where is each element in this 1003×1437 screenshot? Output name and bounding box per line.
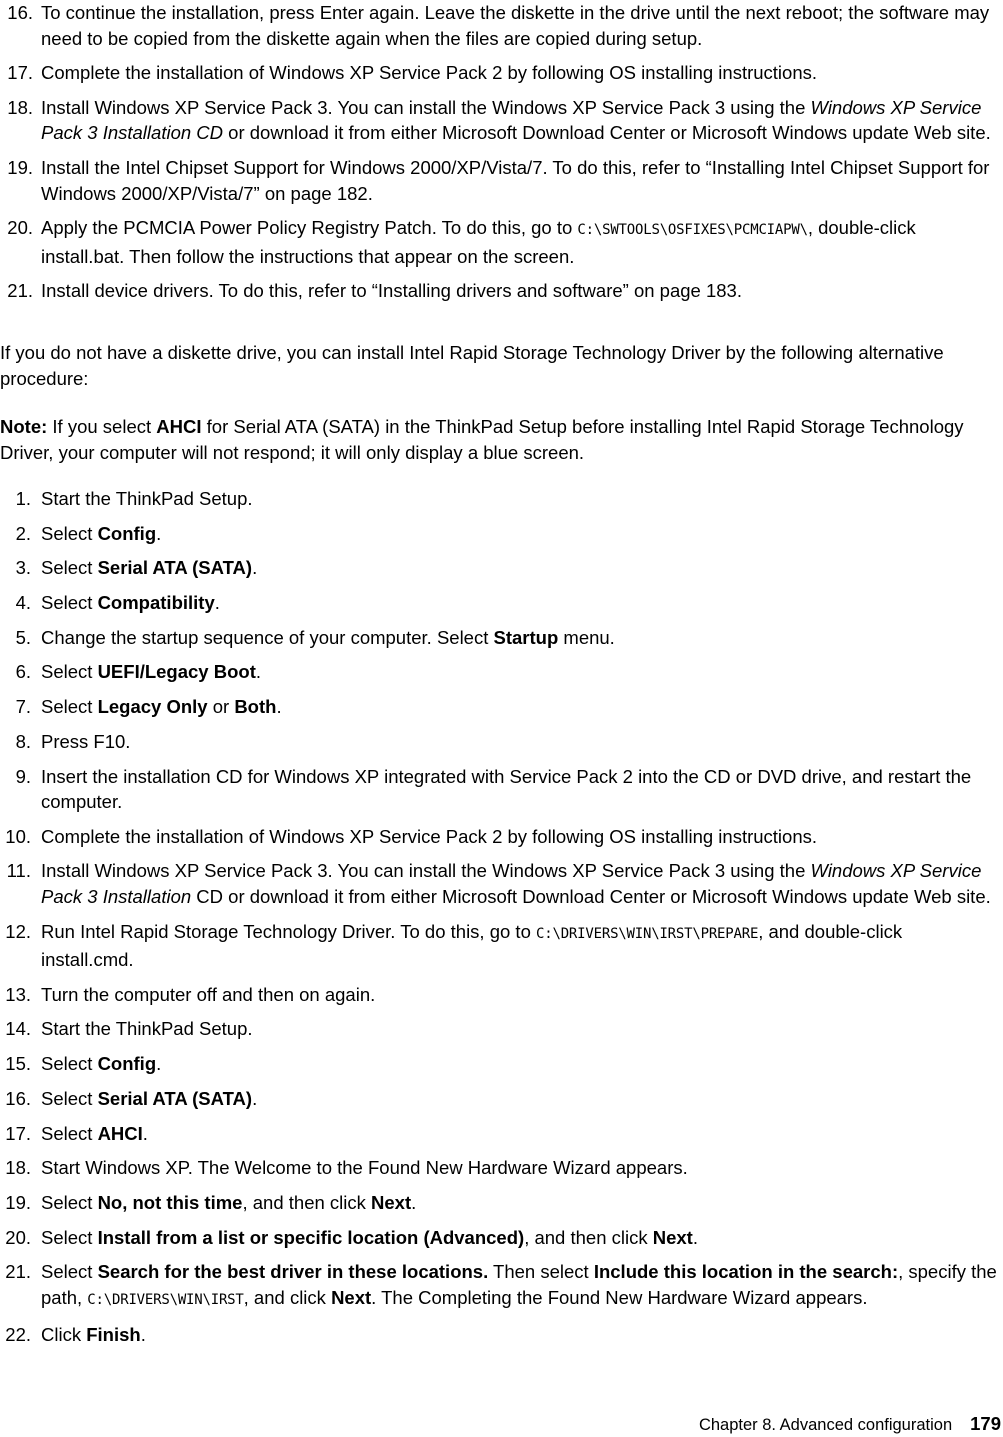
page-footer — [699, 1413, 1001, 1435]
step-number: 11. — [6, 860, 31, 882]
list-item — [0, 729, 999, 755]
text-run: . — [252, 557, 258, 579]
text-run: Select — [41, 1261, 98, 1283]
list-item — [0, 155, 999, 206]
list-item — [0, 1121, 999, 1147]
path-text: C:\SWTOOLS\OSFIXES\PCMCIAPW\ — [577, 222, 808, 239]
emphasis-text: Finish — [86, 1324, 141, 1346]
step-text — [41, 982, 999, 1008]
list-item — [0, 982, 999, 1008]
text-run: . — [156, 522, 162, 544]
list-item — [0, 590, 999, 616]
emphasis-text: Config — [97, 522, 157, 544]
text-run: Install Windows XP Service Pack 3. You can install the Windows XP Service Pack 3 using the — [41, 860, 811, 882]
step-number: 6. — [15, 661, 31, 683]
text-run: Select — [41, 592, 98, 614]
step-text — [41, 521, 999, 547]
text-run: . — [252, 1087, 258, 1109]
step-text — [41, 0, 999, 51]
text-run: Change the startup sequence of your computer. Select — [41, 626, 494, 648]
step-text — [41, 60, 999, 86]
step-text — [41, 215, 999, 269]
emphasis-text: Note: — [0, 416, 48, 437]
list-item — [0, 278, 999, 304]
step-number: 20. — [5, 1226, 31, 1248]
step-text — [41, 590, 999, 616]
text-run: Install the Intel Chipset Support for Windows 2000/XP/Vista/7. To do this, refer to “Installing Intel Chipset Support for Windows 2000/XP/Vista/7” on page 182. — [41, 157, 990, 204]
text-run: . The Completing the Found New Hardware Wizard appears. — [371, 1286, 868, 1308]
text-run: . — [140, 1324, 146, 1346]
text-run: Press F10. — [41, 730, 131, 752]
text-run: Click — [41, 1324, 87, 1346]
step-number: 4. — [15, 592, 31, 614]
step-text — [41, 1322, 999, 1348]
text-run: Run Intel Rapid Storage Technology Driver. To do this, go to — [41, 920, 537, 942]
title-text: Windows XP Service Pack 3 Installation CD — [41, 96, 982, 144]
path-text: C:\DRIVERS\WIN\IRST\PREPARE — [536, 925, 759, 942]
list-item — [0, 1259, 999, 1313]
text-run: Start the ThinkPad Setup. — [41, 488, 253, 509]
text-run: To continue the installation, press Enter again. Leave the diskette in the drive until the next reboot; the software may need to be copied from the diskette again when the files are copied during setup. — [41, 2, 990, 49]
list-item — [0, 625, 999, 651]
text-run: for Serial ATA (SATA) in the ThinkPad Setup before installing Intel Rapid Storage Technology Driver, your computer will not respond; it will only display a blue screen. — [0, 416, 964, 463]
step-text — [41, 694, 999, 720]
step-text — [41, 824, 999, 850]
emphasis-text: Search for the best driver in these locations. — [97, 1261, 489, 1283]
step-number: 15. — [5, 1053, 31, 1075]
step-text — [41, 95, 999, 146]
emphasis-text: AHCI — [97, 1122, 143, 1144]
text-run: Complete the installation of Windows XP Service Pack 2 by following OS installing instructions. — [41, 62, 817, 84]
step-text — [41, 858, 999, 909]
step-text — [41, 625, 999, 651]
step-number: 17. — [5, 1122, 31, 1144]
list-item — [0, 0, 999, 51]
list-item — [0, 919, 999, 973]
step-text — [41, 278, 999, 304]
step-text — [41, 1121, 999, 1147]
emphasis-text: Serial ATA (SATA) — [97, 557, 253, 579]
step-number: 1. — [15, 488, 31, 509]
text-run: . — [276, 696, 282, 718]
step-text — [41, 155, 999, 206]
step-number: 16. — [5, 1087, 31, 1109]
step-text — [41, 486, 999, 512]
text-run: . — [156, 1053, 162, 1075]
step-text — [41, 919, 999, 973]
steps-list-alternative — [0, 486, 1003, 1357]
list-item — [0, 521, 999, 547]
step-number: 3. — [15, 557, 31, 579]
list-item — [0, 824, 999, 850]
list-item — [0, 1322, 999, 1348]
intro-paragraph: If you do not have a diskette drive, you can install Intel Rapid Storage Technology Driver by the following alternative procedure: — [0, 342, 944, 389]
text-run: Install Windows XP Service Pack 3. You can install the Windows XP Service Pack 3 using the — [41, 96, 811, 118]
list-item — [0, 764, 999, 815]
list-item — [0, 694, 999, 720]
step-number: 14. — [5, 1018, 31, 1040]
text-run: Select — [41, 1191, 98, 1213]
emphasis-text: Next — [371, 1191, 412, 1213]
text-run: , double-click install.bat. Then follow the instructions that appear on the screen. — [41, 217, 916, 267]
emphasis-text: Compatibility — [97, 592, 215, 614]
text-run: Select — [41, 557, 98, 579]
list-item — [0, 215, 999, 269]
text-run: Select — [41, 1087, 98, 1109]
text-run: Select — [41, 1053, 98, 1075]
step-text — [41, 1155, 999, 1181]
step-number: 12. — [5, 920, 31, 942]
text-run: Apply the PCMCIA Power Policy Registry Patch. To do this, go to — [41, 217, 578, 239]
page-number: 179 — [970, 1413, 1001, 1434]
list-item — [0, 95, 999, 146]
list-item — [0, 659, 999, 685]
emphasis-text: Serial ATA (SATA) — [97, 1087, 253, 1109]
text-run: Select — [41, 661, 98, 683]
emphasis-text: Legacy Only — [97, 696, 208, 718]
text-run: Select — [41, 696, 98, 718]
text-run: . — [692, 1226, 698, 1248]
step-number: 8. — [15, 730, 31, 752]
text-run: Turn the computer off and then on again. — [41, 983, 376, 1005]
title-text: Windows XP Service Pack 3 Installation — [41, 860, 982, 907]
text-run: Select — [41, 1122, 98, 1144]
step-number: 7. — [15, 696, 31, 718]
text-run: Insert the installation CD for Windows XP integrated with Service Pack 2 into the CD or DVD drive, and restart the computer. — [41, 765, 972, 812]
emphasis-text: No, not this time — [97, 1191, 243, 1213]
list-item — [0, 1086, 999, 1112]
text-run: , and double-click install.cmd. — [41, 920, 903, 971]
step-text — [41, 659, 999, 685]
text-run: Then select — [488, 1261, 594, 1283]
step-number: 17. — [7, 62, 33, 84]
step-number: 22. — [5, 1324, 31, 1346]
text-run: , and then click — [242, 1191, 372, 1213]
step-text — [41, 1190, 999, 1216]
step-text — [41, 1016, 999, 1042]
step-number: 18. — [7, 96, 33, 118]
step-number: 2. — [15, 522, 31, 544]
emphasis-text: UEFI/Legacy Boot — [97, 661, 256, 683]
step-number: 10. — [5, 825, 31, 847]
text-run: Install device drivers. To do this, refer to “Installing drivers and software” on page 183. — [41, 280, 742, 302]
step-number: 21. — [7, 280, 33, 302]
step-number: 19. — [5, 1191, 31, 1213]
text-run: . — [142, 1122, 148, 1144]
text-run: , and then click — [524, 1226, 653, 1248]
list-item — [0, 858, 999, 909]
list-item — [0, 1190, 999, 1216]
step-text — [41, 729, 999, 755]
emphasis-text: Include this location in the search: — [593, 1261, 899, 1283]
step-number: 18. — [5, 1157, 31, 1179]
step-number: 13. — [5, 983, 31, 1005]
text-run: or download it from either Microsoft Download Center or Microsoft Windows update Web site. — [223, 122, 991, 144]
step-text — [41, 1225, 999, 1251]
step-text — [41, 1051, 999, 1077]
emphasis-text: Next — [652, 1226, 693, 1248]
step-number: 9. — [15, 765, 31, 787]
emphasis-text: Startup — [493, 626, 559, 648]
emphasis-text: Config — [97, 1053, 157, 1075]
emphasis-text: AHCI — [156, 416, 202, 437]
step-text — [41, 555, 999, 581]
step-number: 5. — [15, 626, 31, 648]
step-number: 20. — [7, 217, 33, 239]
step-text — [41, 1086, 999, 1112]
list-item — [0, 1225, 999, 1251]
note-paragraph — [0, 414, 985, 465]
list-item — [0, 1155, 999, 1181]
text-run: , and click — [243, 1286, 332, 1308]
text-run: Complete the installation of Windows XP Service Pack 2 by following OS installing instructions. — [41, 825, 817, 847]
text-run: Start the ThinkPad Setup. — [41, 1018, 253, 1040]
step-text — [41, 764, 999, 815]
list-item — [0, 1051, 999, 1077]
text-run: or — [207, 696, 235, 718]
emphasis-text: Install from a list or specific location (Advanced) — [97, 1226, 525, 1248]
text-run: Start Windows XP. The Welcome to the Found New Hardware Wizard appears. — [41, 1157, 688, 1179]
step-number: 19. — [7, 157, 33, 179]
emphasis-text: Both — [234, 696, 277, 718]
text-run: . — [255, 661, 262, 683]
list-item — [0, 60, 999, 86]
text-run: , specify the path, — [41, 1261, 997, 1308]
text-run: CD or download it from either Microsoft Download Center or Microsoft Windows update Web site. — [191, 885, 991, 907]
text-run: Select — [41, 522, 98, 544]
text-run: . — [214, 592, 220, 614]
list-item — [0, 1016, 999, 1042]
text-run: If you select — [47, 416, 157, 437]
step-number: 16. — [7, 2, 33, 23]
text-run: . — [411, 1191, 417, 1213]
steps-list-continued — [0, 0, 1003, 313]
path-text: C:\DRIVERS\WIN\IRST — [87, 1291, 244, 1308]
text-run: menu. — [558, 626, 615, 648]
list-item — [0, 486, 999, 512]
emphasis-text: Next — [331, 1286, 372, 1308]
step-text — [41, 1259, 999, 1313]
list-item — [0, 555, 999, 581]
chapter-label: Chapter 8. Advanced configuration — [698, 1416, 953, 1434]
text-run: Select — [41, 1226, 98, 1248]
step-number: 21. — [5, 1261, 31, 1283]
